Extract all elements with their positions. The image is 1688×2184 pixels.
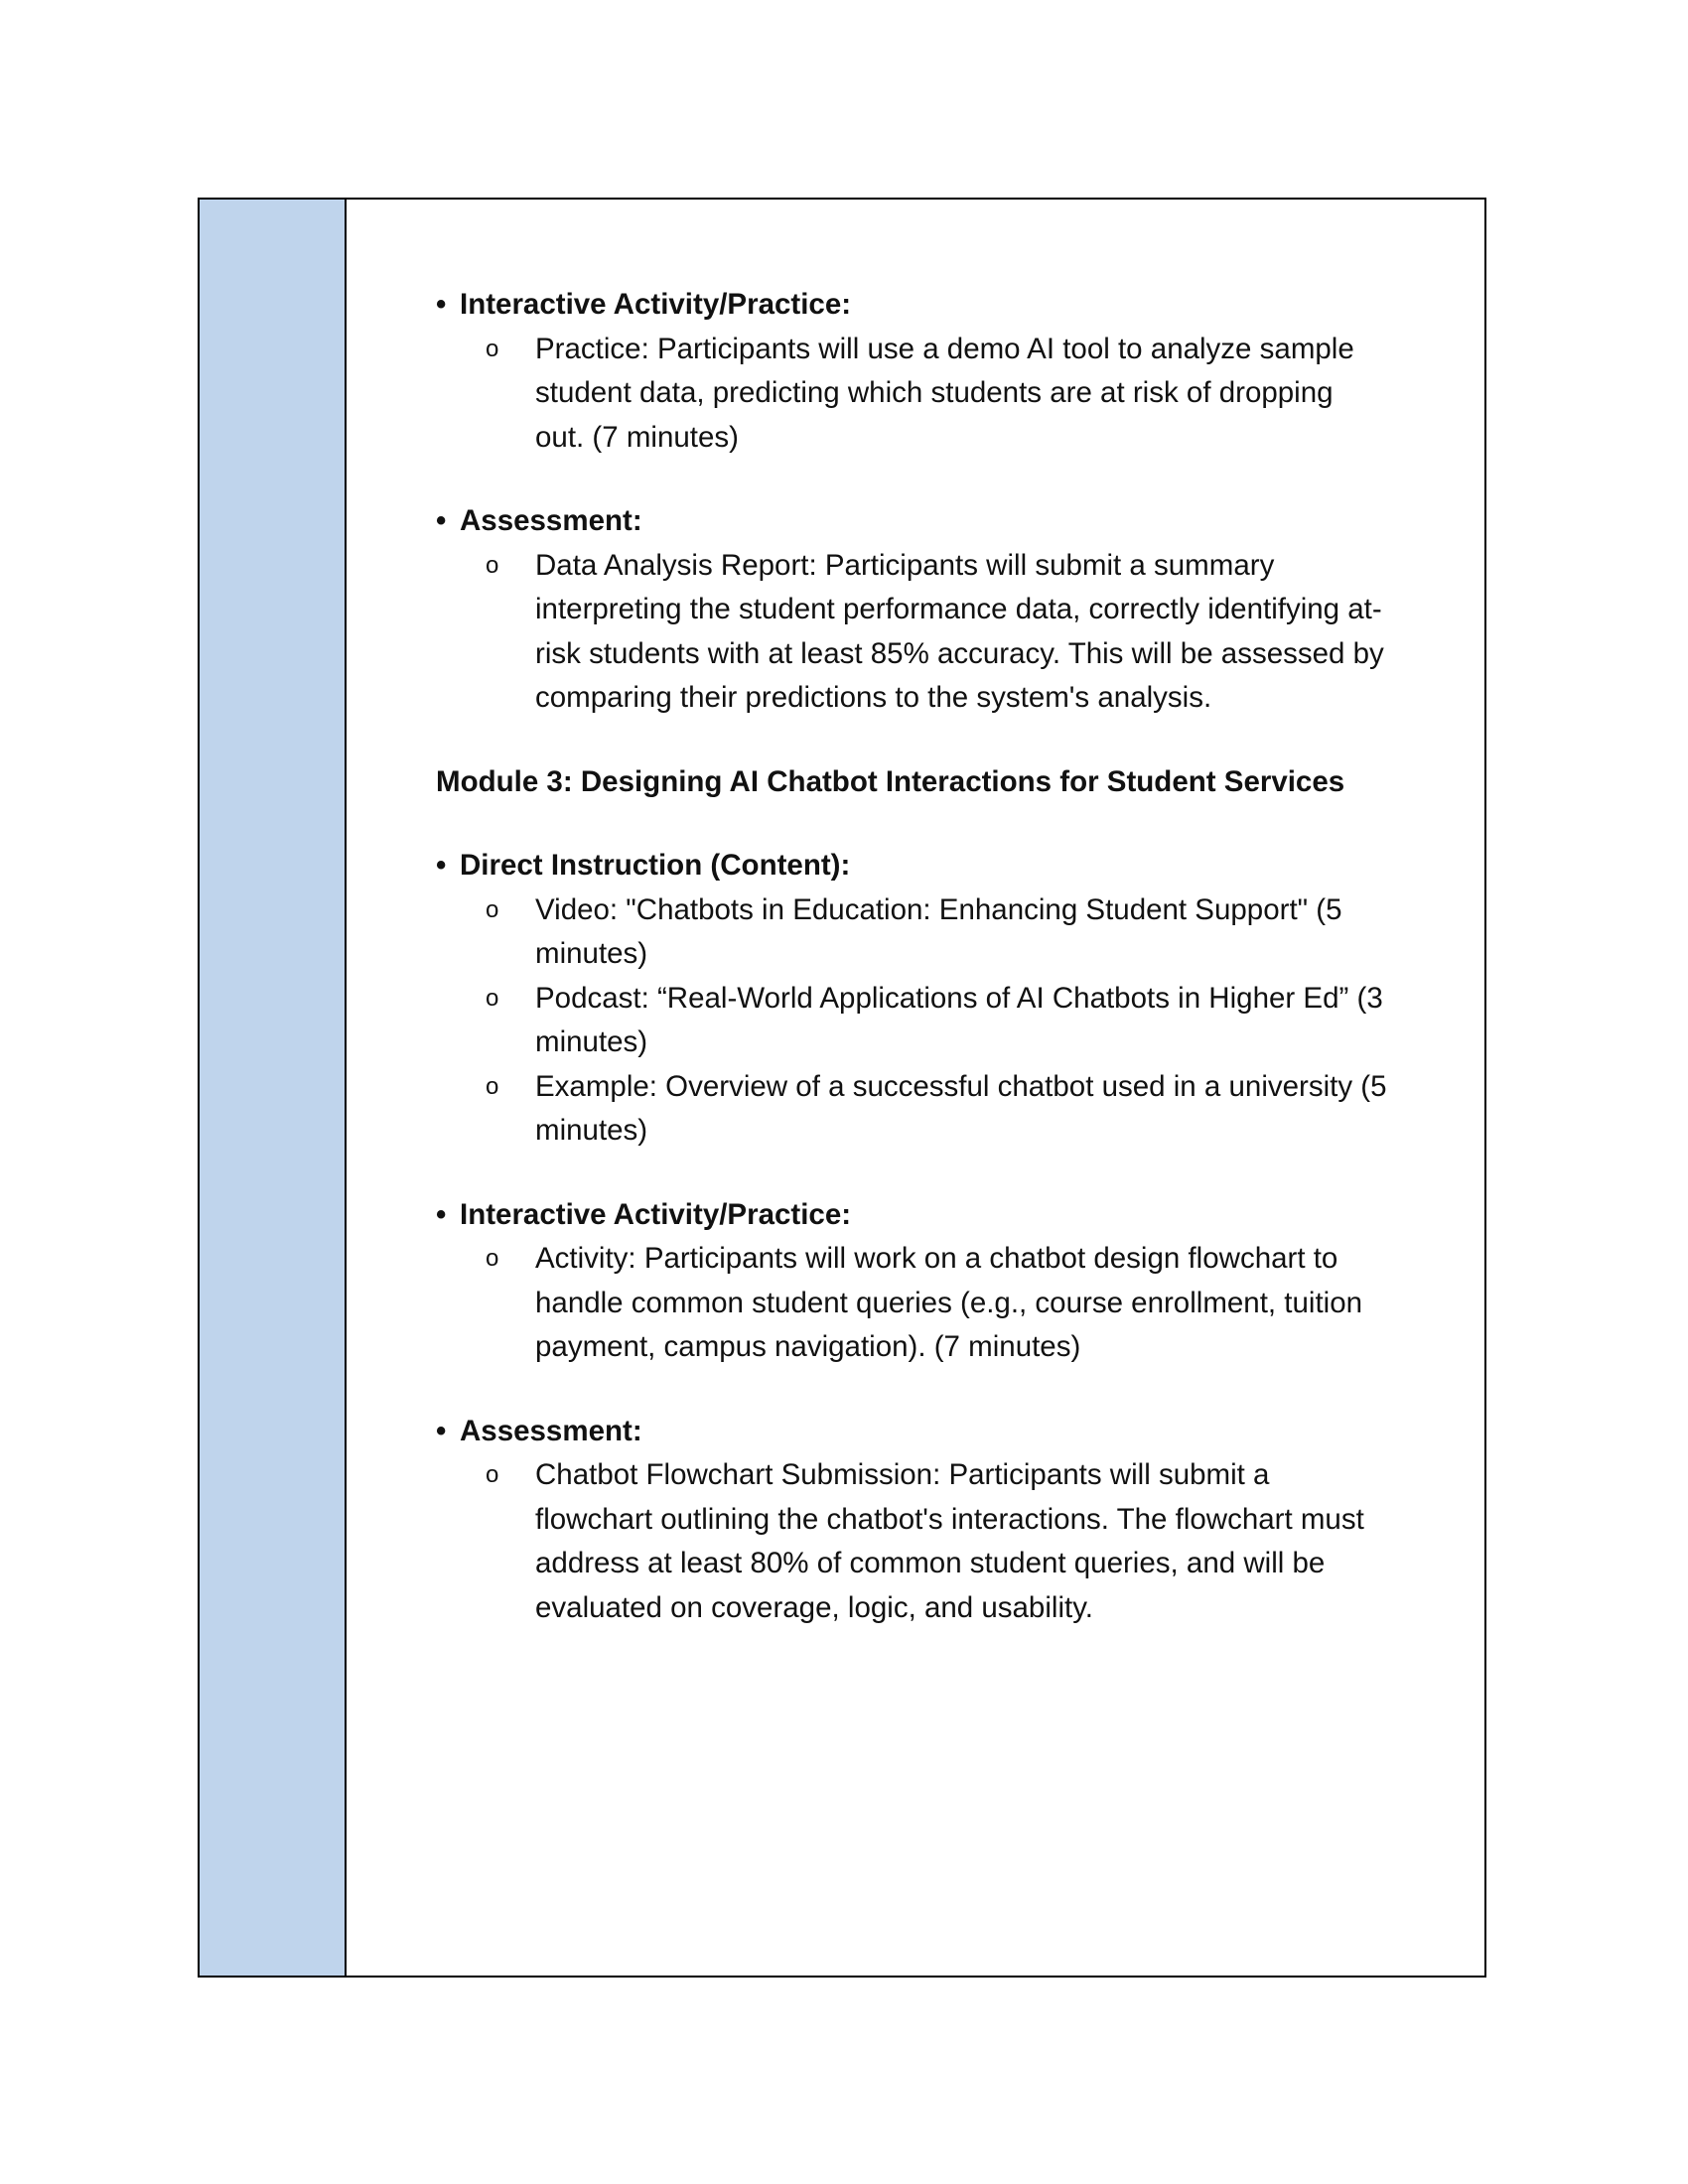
list-item	[436, 1065, 1389, 1154]
sub-list	[436, 544, 1389, 721]
module-title: Module 3: Designing AI Chatbot Interactions for Student Services	[436, 764, 1345, 798]
circle-bullet-icon: o	[486, 335, 499, 362]
list-item-text: Video: "Chatbots in Education: Enhancing Student Support" (5 minutes)	[535, 892, 1342, 970]
spacer	[436, 804, 1389, 844]
bullet-icon: •	[436, 504, 447, 537]
list-item-text: Data Analysis Report: Participants will submit a summary interpreting the student performance data, correctly identifying at-risk students with at least 85% accuracy. This will be assessed by comparing their predictions to the system's analysis.	[535, 548, 1384, 714]
sub-list	[436, 328, 1389, 461]
document-content	[436, 283, 1389, 1630]
spacer	[436, 1370, 1389, 1410]
circle-bullet-icon: o	[486, 1245, 499, 1272]
list-item-text: Chatbot Flowchart Submission: Participants will submit a flowchart outlining the chatbot's interactions. The flowchart must address at least 80% of common student queries, and will be evaluated on coverage, logic, and usability.	[535, 1458, 1364, 1624]
spacer	[436, 1154, 1389, 1193]
circle-bullet-icon: o	[486, 984, 499, 1012]
bullet-icon: •	[436, 1197, 447, 1231]
list-item	[436, 888, 1389, 977]
list-item-text: Practice: Participants will use a demo AI tool to analyze sample student data, predicting which students are at risk of dropping out. (7 minutes)	[535, 332, 1354, 454]
bullet-icon: •	[436, 1414, 447, 1447]
side-color-column	[200, 200, 347, 1976]
circle-bullet-icon: o	[486, 551, 499, 579]
list-item-text: Example: Overview of a successful chatbot used in a university (5 minutes)	[535, 1069, 1387, 1147]
section-heading	[436, 844, 1389, 888]
section-heading-text: Direct Instruction (Content):	[460, 849, 851, 882]
sub-list	[436, 888, 1389, 1154]
circle-bullet-icon: o	[486, 895, 499, 923]
list-item	[436, 544, 1389, 721]
list-item	[436, 1237, 1389, 1370]
list-item	[436, 1453, 1389, 1630]
list-item-text: Activity: Participants will work on a chatbot design flowchart to handle common student queries (e.g., course enrollment, tuition payment, campus navigation). (7 minutes)	[535, 1242, 1363, 1363]
section-heading	[436, 1410, 1389, 1454]
section-heading	[436, 1193, 1389, 1238]
spacer	[436, 460, 1389, 499]
circle-bullet-icon: o	[486, 1461, 499, 1488]
section-heading-text: Assessment:	[460, 1414, 642, 1447]
section-heading	[436, 283, 1389, 328]
content-cell	[347, 200, 1484, 1976]
spacer	[436, 721, 1389, 760]
section-heading	[436, 499, 1389, 544]
bullet-icon: •	[436, 288, 447, 321]
content-table	[198, 198, 1486, 1978]
section-heading-text: Assessment:	[460, 504, 642, 537]
list-item-text: Podcast: “Real-World Applications of AI Chatbots in Higher Ed” (3 minutes)	[535, 981, 1383, 1058]
circle-bullet-icon: o	[486, 1072, 499, 1100]
list-item	[436, 977, 1389, 1065]
list-item	[436, 328, 1389, 461]
sub-list	[436, 1237, 1389, 1370]
bullet-icon: •	[436, 849, 447, 882]
section-heading-text: Interactive Activity/Practice:	[460, 288, 852, 321]
sub-list	[436, 1453, 1389, 1630]
section-heading-text: Interactive Activity/Practice:	[460, 1197, 852, 1231]
